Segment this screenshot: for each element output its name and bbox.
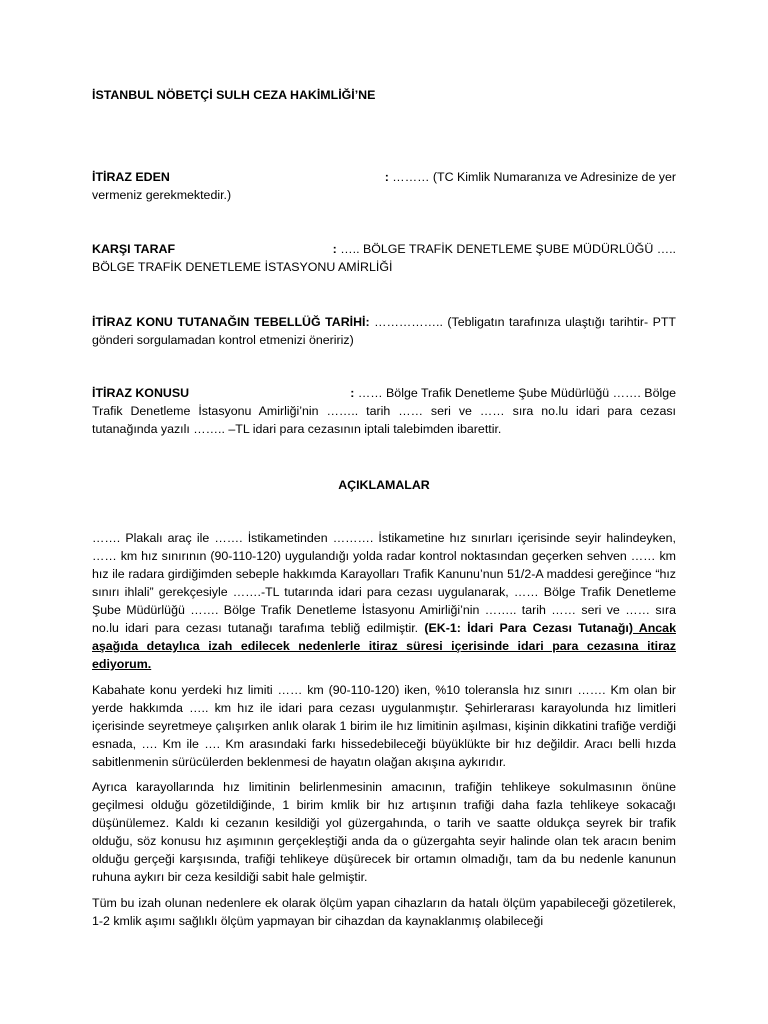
itiraz-eden-value: ……… (TC Kimlik Numaranıza ve Adresinize de yer — [388, 170, 676, 184]
court-title: İSTANBUL NÖBETÇİ SULH CEZA HAKİMLİĞİ’NE — [92, 88, 376, 102]
tebellug-section — [92, 313, 676, 349]
itiraz-konusu-colon: : — [350, 386, 355, 400]
karsi-taraf-value: ….. BÖLGE TRAFİK DENETLEME ŞUBE MÜDÜRLÜĞÜ ….. — [336, 242, 676, 256]
paragraph-2: Kabahate konu yerdeki hız limiti …… km (90-110-120) iken, %10 toleransla hız sınırı ……. Km olan bir yerde hakkımda ….. km hız ile idari para cezası uygulanmıştır. Şehirlerarası karayolunda hız limitleri içerisinde seyretmeye çalışırken anlık olarak 1 birim ile hız limitinin aşılması, kişinin dikkatini trafiğe verdiği esnada, …. Km ile …. Km arasındaki farkı hissedebileceği büyüklükte bir hız değildir. Aracı belli hızda sabitlenmenin sürücülerden beklenmesi de hayatın olağan akışına aykırıdır. — [92, 683, 676, 769]
aciklamalar-heading: AÇIKLAMALAR — [338, 478, 430, 492]
karsi-taraf-label: KARŞI TARAF — [92, 242, 176, 256]
itiraz-konusu-section — [92, 384, 676, 438]
paragraph-4: Tüm bu izah olunan nedenlere ek olarak ölçüm yapan cihazların da hatalı ölçüm yapabileceği gözetilerek, 1-2 kmlik aşımı sağlıklı ölçüm yapmayan bir cihazdan da kaynaklanmış olabileceği — [92, 896, 676, 928]
tebellug-value: …………….. (Tebligatın tarafınıza ulaştığı tarihtir- PTT gönderi sorgulamadan kontrol etmenizi öneririz) — [92, 315, 677, 347]
itiraz-konusu-label: İTİRAZ KONUSU — [92, 386, 190, 400]
karsi-taraf-colon: : — [332, 242, 337, 256]
itiraz-eden-section — [92, 168, 676, 204]
paragraph-3: Ayrıca karayollarında hız limitinin belirlenmesinin amacının, trafiğin tehlikeye sokulmasının önüne geçilmesi olduğu gözetildiğinde, 1 birim kmlik bir hız artışının trafiği daha fazla tehlikeye sokacağı düşünülemez. Kaldı ki cezanın kesildiği yol güzergahında, o tarih ve saatte oldukça seyrek bir trafik olduğu, söz konusu hız aşımının gerçekleştiği anda da o güzergahta seyir halinde olan tek aracın benim olduğu gerçeği karşısında, trafiği tehlikeye düşürecek bir ortamın olmadığı, tam da bu nedenle kanunun ruhuna aykırı bir ceza kesildiği sabit hale gelmiştir. — [92, 780, 676, 884]
paragraph-1-annex: (EK-1: İdari Para Cezası Tutanağı) — [424, 621, 633, 635]
itiraz-eden-colon: : — [384, 170, 389, 184]
itiraz-konusu-value-cont: Trafik Denetleme İstasyonu Amirliği’nin …….. tarih …… seri ve …… sıra no.lu idari para cezası tutanağında yazılı …….. –TL idari para cezasının iptali talebimden ibarettir. — [92, 404, 676, 436]
itiraz-eden-label: İTİRAZ EDEN — [92, 170, 170, 184]
paragraph-1-objection: Ancak aşağıda detaylıca izah edilecek nedenlerle itiraz süresi içerisinde idari para cezasına itiraz ediyorum. — [92, 621, 676, 671]
paragraph-1-text: ……. Plakalı araç ile ……. İstikametinden ………. İstikametine hız sınırları içerisinde seyir halindeyken, …… km hız sınırının (90-110-120) uygulandığı yolda radar kontrol noktasından geçerken sehven …… km hız ile radara girdiğimden sebeple hakkımda Karayolları Trafik Kanunu’nun 51/2-A maddesi gereğince “hız sınırı ihlali” gerekçesiyle …….-TL tutarında idari para cezası uygulanarak, …… Bölge Trafik Denetleme Şube Müdürlüğü ……. Bölge Trafik Denetleme İstasyonu Amirliği’nin …….. tarih …… seri ve …… sıra no.lu idari para cezası tutanağı tarafıma tebliğ edilmiştir. — [92, 531, 676, 635]
itiraz-eden-value-cont: vermeniz gerekmektedir.) — [92, 188, 232, 202]
itiraz-konusu-value: …… Bölge Trafik Denetleme Şube Müdürlüğü ……. Bölge — [354, 386, 676, 400]
karsi-taraf-section — [92, 240, 676, 276]
tebellug-label: İTİRAZ KONU TUTANAĞIN TEBELLÜĞ TARİHİ: — [92, 315, 370, 329]
karsi-taraf-value-cont: BÖLGE TRAFİK DENETLEME İSTASYONU AMİRLİĞİ — [92, 260, 393, 274]
paragraph-1 — [92, 529, 676, 673]
